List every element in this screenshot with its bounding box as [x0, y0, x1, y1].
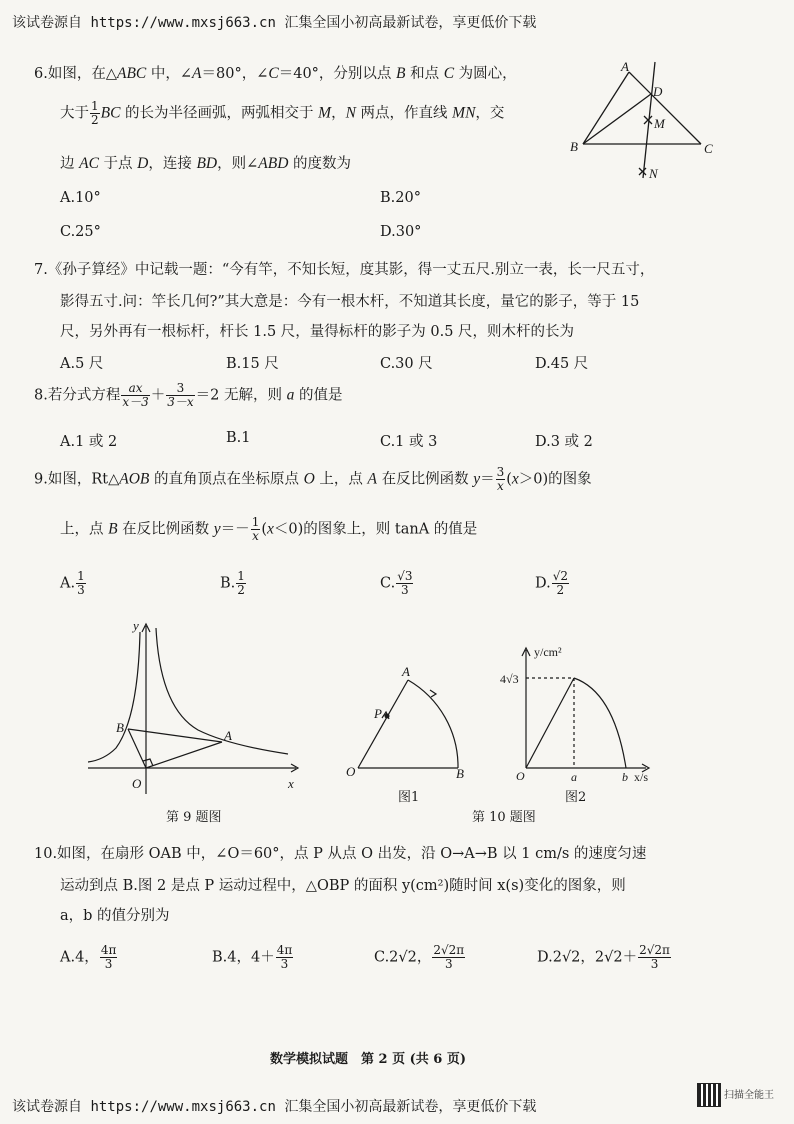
q6-fraction: $\frac{1}{2}$ [91, 99, 99, 127]
q10-fig2-ylabel: y/cm² [534, 645, 562, 659]
q9-option-a[interactable]: A. $\frac{1}{3}$ [60, 569, 85, 597]
q7-line1: 7.《孙子算经》中记载一题：“今有竿，不知长短，度其影，得一丈五尺.别立一表，长一尺五寸， [34, 262, 655, 278]
q8-option-c[interactable]: C.1 或 3 [380, 434, 438, 450]
q7-line2: 影得五寸.问：竿长几何?”其大意是：今有一根木杆，不知道其长度，量它的影子，等于 15 [60, 294, 640, 310]
q10-fig2-caption: 图2 [565, 790, 587, 805]
q10-figure-1 [340, 660, 480, 780]
q10-option-a[interactable]: A.4， $\frac{4\pi}{3}$ [60, 943, 117, 971]
q9-line1: 9.如图，Rt△AOB 的直角顶点在坐标原点 O 上，点 A 在反比例函数 y＝ $\frac{3}{x}$ (x＞0)的图象 [34, 465, 592, 493]
q9-label-b: B [116, 720, 124, 735]
q10-option-d[interactable]: D.2√2，2√2＋ $\frac{2√2\pi}{3}$ [537, 943, 670, 971]
q9-fraction-2: $\frac{1}{x}$ [251, 515, 260, 543]
q6-edge-ab [583, 72, 629, 144]
q10-arc-ab [408, 680, 458, 768]
q6-option-c[interactable]: C.25° [60, 224, 101, 240]
q6-label-a: A [621, 59, 629, 74]
q10-point-p [385, 714, 390, 719]
q6-edge-ac [629, 72, 701, 144]
q9-segment-ob [128, 729, 146, 768]
q6-line2: 大于 $\frac{1}{2}$ BC 的长为半径画弧，两弧相交于 M，N 两点，作直线 MN，交 [60, 99, 505, 127]
banner-url[interactable]: https://www.mxsj663.cn [90, 15, 276, 31]
q8-fraction-1: $\frac{ax}{x-3}$ [122, 381, 149, 409]
q6-option-d[interactable]: D.30° [380, 224, 422, 240]
top-banner [12, 12, 536, 32]
q6-line3: 边 AC 于点 D，连接 BD，则∠ABD 的度数为 [60, 155, 352, 172]
q10-edge-oa [358, 680, 408, 768]
q10-line3: a，b 的值分别为 [60, 908, 170, 924]
q10-fig2-ytick: 4√3 [500, 672, 519, 686]
q7-option-c[interactable]: C.30 尺 [380, 356, 433, 372]
q10-caption: 第 10 题图 [472, 810, 536, 825]
q10-fig1-caption: 图1 [398, 790, 420, 805]
q6-arc-mark-m [644, 116, 652, 124]
q9-fraction-1: $\frac{3}{x}$ [496, 465, 505, 493]
q9-curve-negative [88, 632, 140, 762]
q10-line2: 运动到点 B.图 2 是点 P 运动过程中，△OBP 的面积 y(cm²)随时间 x(s)变化的图象，则 [60, 878, 626, 894]
q10-option-c[interactable]: C.2√2， $\frac{2√2\pi}{3}$ [374, 943, 465, 971]
q10-line1: 10.如图，在扇形 OAB 中，∠O＝60°，点 P 从点 O 出发，沿 O→A→B 以 1 cm/s 的速度匀速 [34, 846, 647, 862]
q10-fig2-xlabel: x/s [634, 770, 649, 784]
page-footer: 数学模拟试题 第 2 页 (共 6 页) [270, 1052, 467, 1067]
q7-option-d[interactable]: D.45 尺 [535, 356, 589, 372]
bottom-banner-slogan: 汇集全国小初高最新试卷，享更低价下载 [284, 1099, 537, 1115]
q10-figure-2 [496, 640, 666, 785]
banner-site: 该试卷源自 [12, 15, 82, 31]
q10-graph-rise [526, 678, 574, 768]
qr-code-icon [697, 1083, 721, 1107]
q6-label-n: N [649, 166, 658, 181]
q10-fig1-label-p: P [374, 706, 382, 721]
q6-label-b: B [570, 139, 578, 154]
q7-option-b[interactable]: B.15 尺 [226, 356, 279, 372]
q8-stem: 8.若分式方程 $\frac{ax}{x-3}$ ＋ $\frac{3}{3-x}$ ＝2 无解，则 a 的值是 [34, 381, 343, 409]
q10-fig1-label-b: B [456, 766, 464, 780]
q6-line1: 6.如图，在△ABC 中，∠A＝80°，∠C＝40°，分别以点 B 和点 C 为圆心， [34, 65, 517, 82]
q7-line3: 尺，另外再有一根标杆，杆长 1.5 尺，量得标杆的影子为 0.5 尺，则木杆的长为 [60, 324, 575, 340]
q10-graph-curve [574, 678, 626, 768]
q10-fig2-label-b: b [622, 770, 628, 784]
q6-label-d: D [653, 84, 663, 99]
q9-label-o: O [132, 776, 142, 791]
q10-fig1-label-a: A [402, 664, 410, 679]
q6-triangle-figure [565, 58, 725, 188]
q9-option-b[interactable]: B. $\frac{1}{2}$ [220, 569, 245, 597]
banner-slogan: 汇集全国小初高最新试卷，享更低价下载 [284, 15, 537, 31]
q10-option-b[interactable]: B.4，4＋ $\frac{4\pi}{3}$ [212, 943, 293, 971]
q9-option-d[interactable]: D. $\frac{√2}{2}$ [535, 569, 568, 597]
q6-segment-bd [583, 94, 651, 144]
q9-segment-oa [146, 742, 222, 768]
q7-option-a[interactable]: A.5 尺 [60, 356, 104, 372]
q8-option-b[interactable]: B.1 [226, 430, 251, 446]
q8-option-a[interactable]: A.1 或 2 [60, 434, 118, 450]
bottom-banner-url[interactable]: https://www.mxsj663.cn [90, 1099, 276, 1115]
q9-line2: 上，点 B 在反比例函数 y＝－ $\frac{1}{x}$ (x＜0)的图象上，则 tanA 的值是 [60, 515, 478, 543]
q10-fig1-label-o: O [346, 764, 356, 779]
q9-option-c[interactable]: C. $\frac{√3}{3}$ [380, 569, 413, 597]
q9-segment-ab [128, 729, 222, 742]
bottom-banner-site: 该试卷源自 [12, 1099, 82, 1115]
q10-arc-arrow [430, 690, 436, 697]
q6-option-b[interactable]: B.20° [380, 190, 421, 206]
bottom-banner [12, 1096, 536, 1116]
q8-fraction-2: $\frac{3}{3-x}$ [167, 381, 194, 409]
q9-label-a: A [224, 728, 232, 743]
q6-label-c: C [704, 141, 713, 156]
q9-label-y: y [133, 618, 139, 633]
q10-fig2-label-a: a [571, 770, 577, 784]
q6-arc-mark-n [639, 168, 646, 175]
scanner-logo: 扫描全能王 [724, 1090, 774, 1101]
q9-caption: 第 9 题图 [166, 810, 222, 825]
q6-label-m: M [654, 116, 665, 131]
q10-fig2-label-o: O [516, 769, 525, 783]
q8-option-d[interactable]: D.3 或 2 [535, 434, 593, 450]
q9-graph [88, 618, 308, 798]
q6-option-a[interactable]: A.10° [60, 190, 101, 206]
q9-label-x: x [288, 776, 294, 791]
